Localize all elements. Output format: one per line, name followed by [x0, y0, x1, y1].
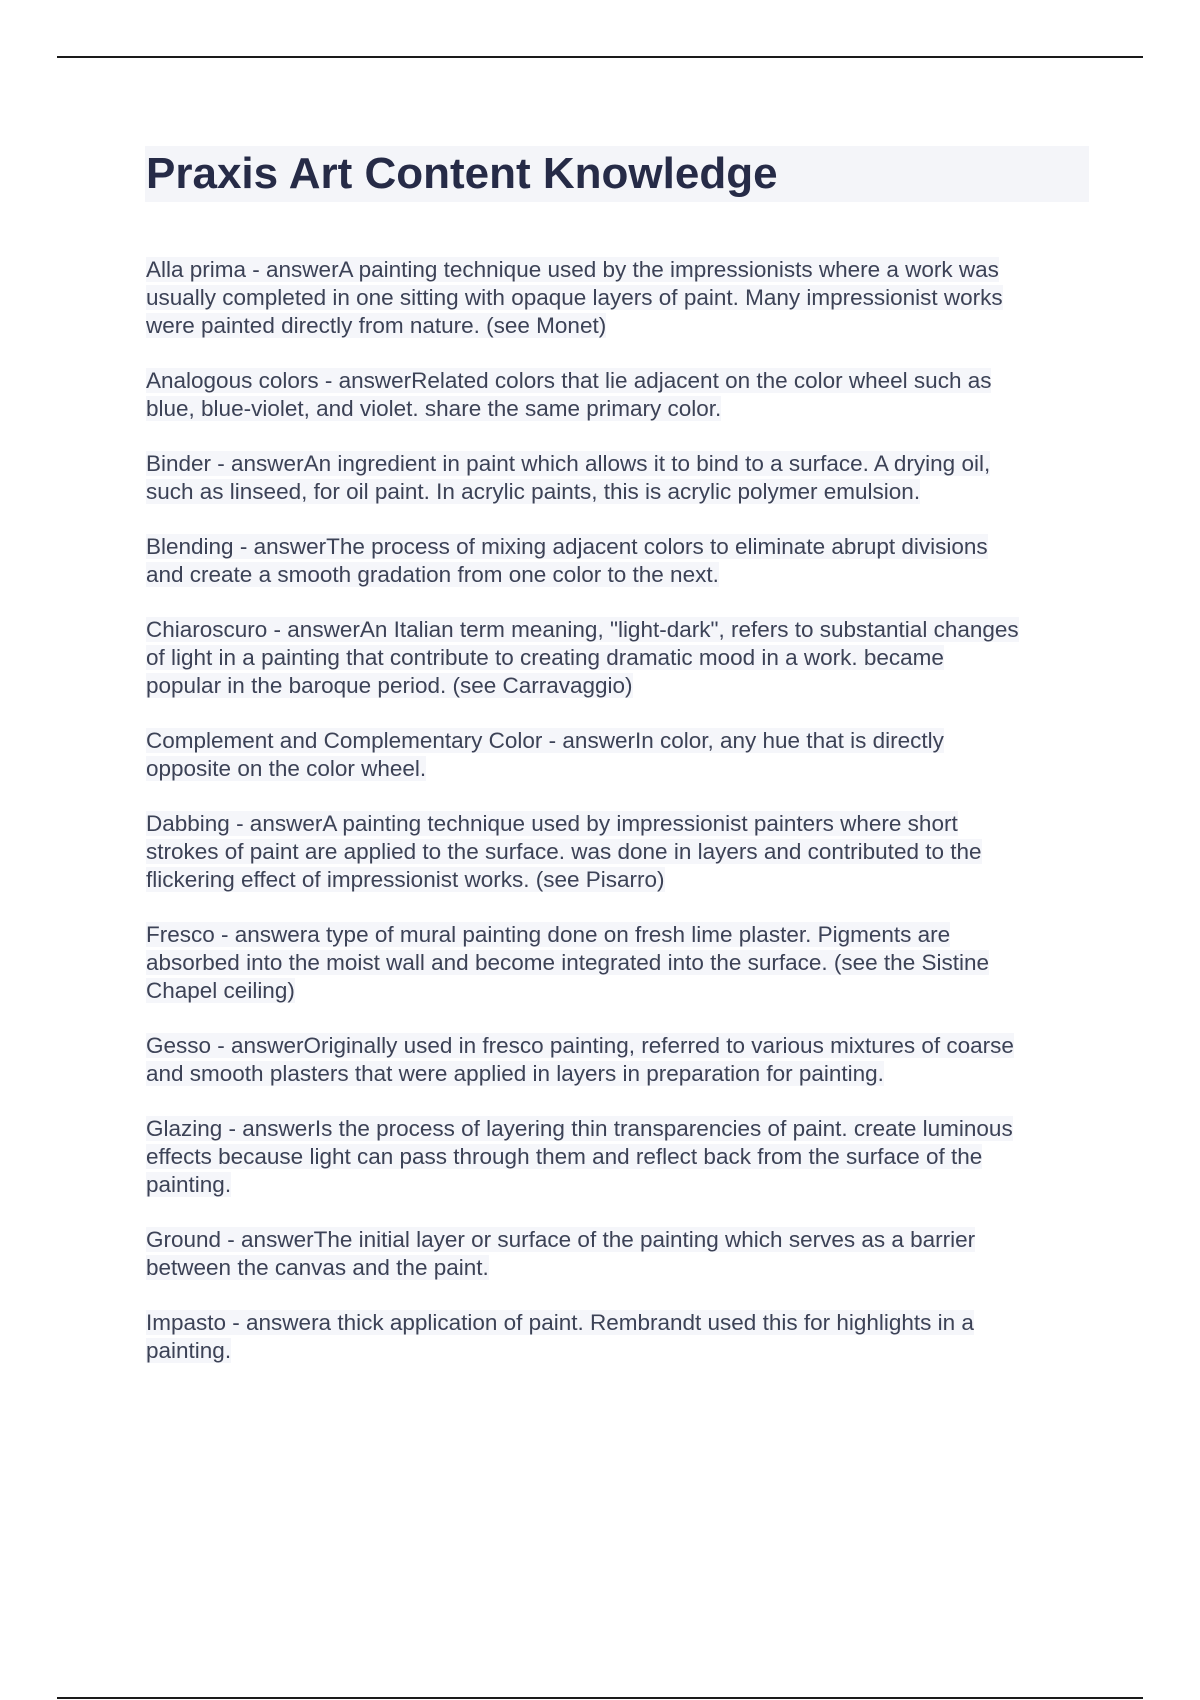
glossary-entry [146, 450, 1096, 506]
entry-line: blue, blue-violet, and violet. share the same primary color. [146, 396, 722, 421]
entry-line: Complement and Complementary Color - answerIn color, any hue that is directly [146, 728, 944, 753]
entry-line: usually completed in one sitting with opaque layers of paint. Many impressionist works [146, 285, 1003, 310]
glossary-entry [146, 921, 1096, 1005]
page-title: Praxis Art Content Knowledge [146, 149, 778, 198]
entry-line: of light in a painting that contribute to creating dramatic mood in a work. became [146, 645, 944, 670]
entry-line: Blending - answerThe process of mixing adjacent colors to eliminate abrupt divisions [146, 534, 988, 559]
entry-line: Fresco - answera type of mural painting done on fresh lime plaster. Pigments are [146, 922, 951, 947]
entry-line: and create a smooth gradation from one color to the next. [146, 562, 719, 587]
entry-line: Alla prima - answerA painting technique used by the impressionists where a work was [146, 257, 999, 282]
entry-line: strokes of paint are applied to the surface. was done in layers and contributed to the [146, 839, 982, 864]
glossary-entries [146, 256, 1096, 1392]
top-rule [57, 56, 1143, 58]
entry-line: popular in the baroque period. (see Carravaggio) [146, 673, 633, 698]
entry-line: absorbed into the moist wall and become integrated into the surface. (see the Sistine [146, 950, 989, 975]
bottom-rule [57, 1697, 1143, 1699]
glossary-entry [146, 256, 1096, 340]
glossary-entry [146, 1115, 1096, 1199]
entry-line: opposite on the color wheel. [146, 756, 427, 781]
entry-line: Binder - answerAn ingredient in paint which allows it to bind to a surface. A drying oil, [146, 451, 991, 476]
entry-line: Dabbing - answerA painting technique used by impressionist painters where short [146, 811, 958, 836]
entry-line: flickering effect of impressionist works. (see Pisarro) [146, 867, 665, 892]
glossary-entry [146, 1226, 1096, 1282]
entry-line: such as linseed, for oil paint. In acrylic paints, this is acrylic polymer emulsion. [146, 479, 921, 504]
entry-line: effects because light can pass through them and reflect back from the surface of the [146, 1144, 983, 1169]
entry-line: painting. [146, 1172, 232, 1197]
entry-line: Chapel ceiling) [146, 978, 295, 1003]
glossary-entry [146, 533, 1096, 589]
glossary-entry [146, 810, 1096, 894]
entry-line: Impasto - answera thick application of paint. Rembrandt used this for highlights in a [146, 1310, 974, 1335]
entry-line: were painted directly from nature. (see Monet) [146, 313, 607, 338]
glossary-entry [146, 1032, 1096, 1088]
entry-line: Ground - answerThe initial layer or surface of the painting which serves as a barrier [146, 1227, 976, 1252]
entry-line: Gesso - answerOriginally used in fresco painting, referred to various mixtures of coarse [146, 1033, 1014, 1058]
glossary-entry [146, 616, 1096, 700]
glossary-entry [146, 727, 1096, 783]
glossary-entry [146, 367, 1096, 423]
glossary-entry [146, 1309, 1096, 1365]
entry-line: Glazing - answerIs the process of layering thin transparencies of paint. create luminous [146, 1116, 1013, 1141]
entry-line: between the canvas and the paint. [146, 1255, 489, 1280]
entry-line: Chiaroscuro - answerAn Italian term meaning, "light-dark", refers to substantial changes [146, 617, 1019, 642]
entry-line: painting. [146, 1338, 232, 1363]
entry-line: and smooth plasters that were applied in layers in preparation for painting. [146, 1061, 884, 1086]
entry-line: Analogous colors - answerRelated colors that lie adjacent on the color wheel such as [146, 368, 992, 393]
